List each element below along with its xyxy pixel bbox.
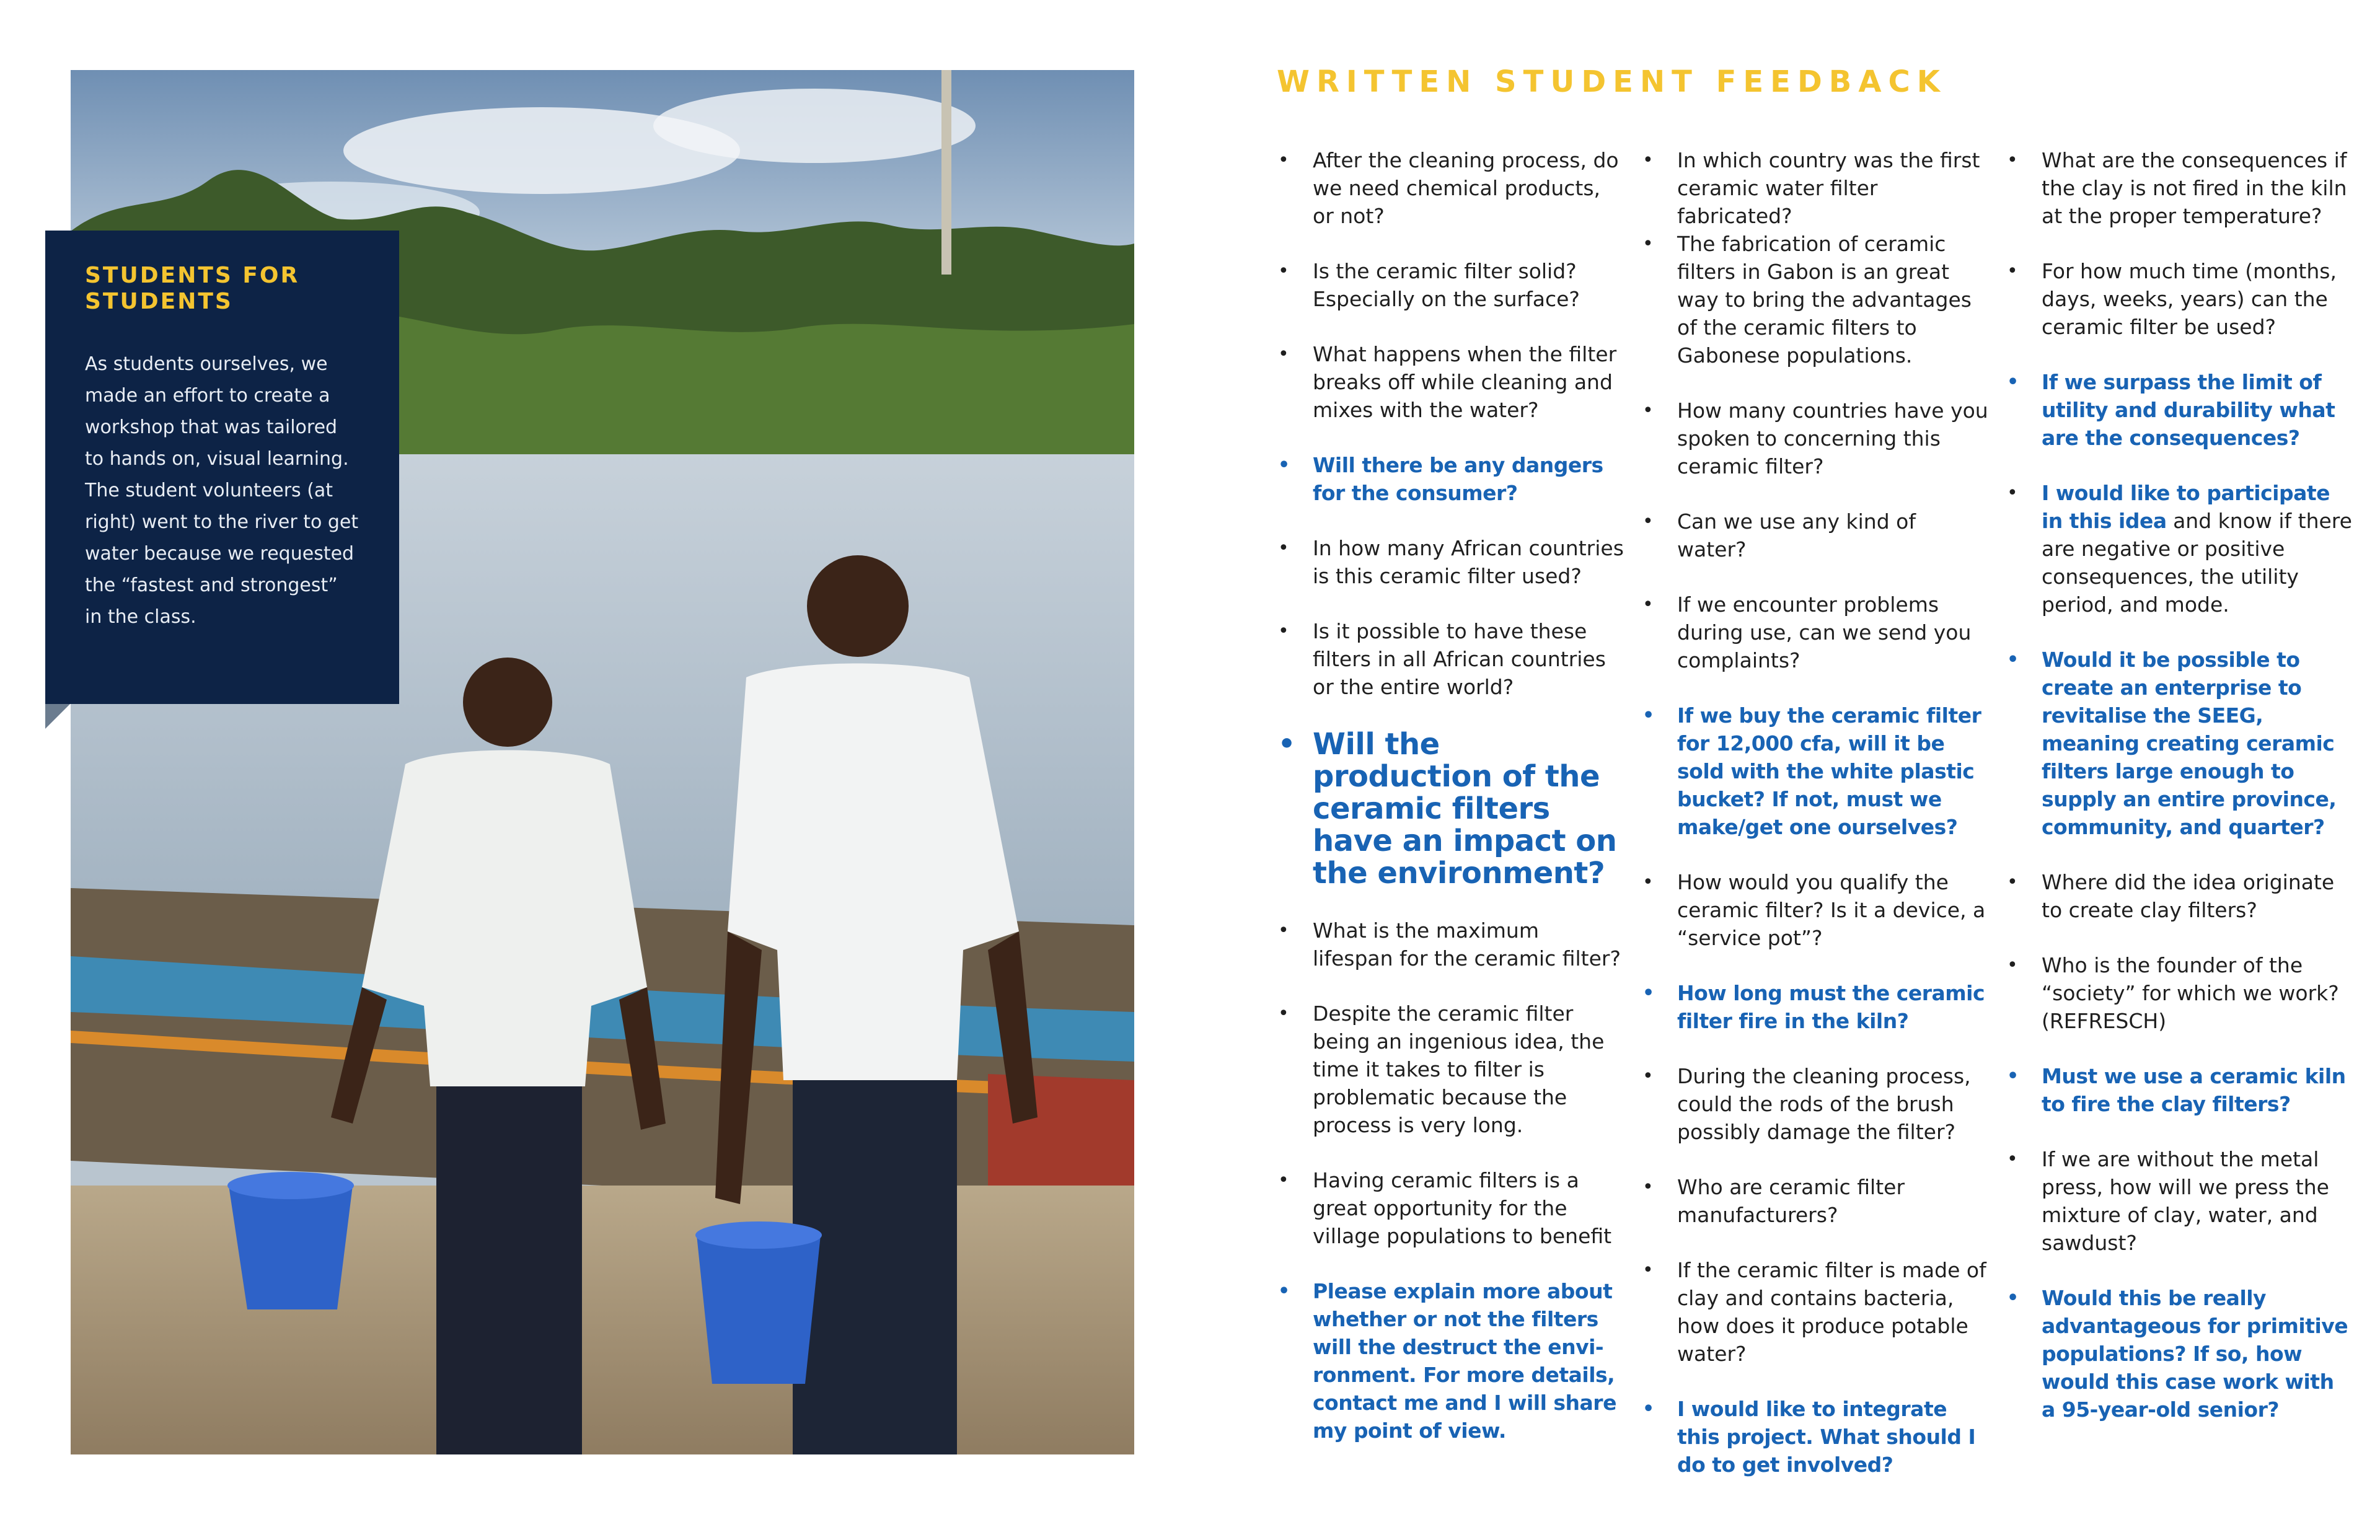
feedback-item-highlight: • Would this be really advantageous for primitive populations? If so, how would this case work with a 95-year-old senior? [2006, 1284, 2353, 1423]
feedback-item: • For how much time (months, days, weeks, years) can the ceramic filter be used? [2006, 257, 2353, 341]
feedback-item: • Who are ceramic filter manufacturers? [1641, 1173, 1988, 1229]
sidebar-fold-decoration [45, 704, 70, 729]
feedback-item: • Is the ceramic filter solid? Especially on the surface? [1277, 257, 1624, 313]
feedback-item-highlight: • Please explain more about whether or not the filters will the destruct the envi-ronment. For more details, contact me and I will share my point of view. [1277, 1277, 1624, 1445]
feedback-item: • If we are without the metal press, how will we press the mixture of clay, water, and sawdust? [2006, 1145, 2353, 1257]
feedback-item-highlight: • Would it be possible to create an enterprise to revitalise the SEEG, meaning creating ceramic filters large enough to supply an entire province, community, and quarter? [2006, 646, 2353, 841]
feedback-item: • If we encounter problems during use, can we send you complaints? [1641, 591, 1988, 674]
feedback-item-highlight: • I would like to integrate this project. What should I do to get involved? [1641, 1395, 1988, 1479]
feedback-item: • In how many African countries is this ceramic filter used? [1277, 534, 1624, 590]
feedback-item-highlight: • How long must the ceramic filter fire in the kiln? [1641, 979, 1988, 1035]
feedback-item-mixed [2006, 479, 2353, 618]
feedback-item-highlight: • Will there be any dangers for the consumer? [1277, 451, 1624, 507]
feedback-item: • During the cleaning process, could the rods of the brush possibly damage the filter? [1641, 1062, 1988, 1146]
feedback-item: • In which country was the first ceramic water filter fabricated? [1641, 146, 1988, 230]
feedback-item-highlight: • If we surpass the limit of utility and durability what are the consequences? [2006, 368, 2353, 452]
feedback-item-featured: • Will the production of the ceramic filters have an impact on the environment? [1277, 728, 1624, 889]
feedback-item: • After the cleaning process, do we need chemical products, or not? [1277, 146, 1624, 230]
feedback-item-lead: I would like to participate in this idea [2042, 481, 2330, 533]
feedback-item: • If the ceramic filter is made of clay and contains bacteria, how does it produce potable water? [1641, 1256, 1988, 1368]
feedback-item: • What happens when the filter breaks off while cleaning and mixes with the water? [1277, 340, 1624, 424]
students-for-students-panel [45, 231, 399, 704]
feedback-item: • Who is the founder of the “society” for which we work? (REFRESCH) [2006, 951, 2353, 1035]
feedback-item: • Can we use any kind of water? [1641, 508, 1988, 563]
feedback-item: • What is the maximum lifespan for the ceramic filter? [1277, 917, 1624, 972]
sidebar-body: As students ourselves, we made an effort to create a workshop that was tailored to hands on, visual learning. The student volunteers (at right) went to the river to get water because we requested the “fastest and strongest” in the class. [85, 353, 359, 628]
feedback-item-rest: and know if there are negative or positive consequences, the utility period, and mode. [2042, 509, 2352, 617]
feedback-item: • How many countries have you spoken to concerning this ceramic filter? [1641, 397, 1988, 480]
feedback-column-2 [1641, 146, 1988, 1506]
feedback-item: • The fabrication of ceramic filters in Gabon is an great way to bring the advantages of the ceramic filters to Gabonese populations. [1641, 230, 1988, 369]
feedback-item: • Despite the ceramic filter being an ingenious idea, the time it takes to filter is problematic because the process is very long. [1277, 1000, 1624, 1139]
feedback-item-highlight: • If we buy the ceramic filter for 12,000 cfa, will it be sold with the white plastic bucket? If not, must we make/get one ourselves? [1641, 702, 1988, 841]
feedback-item: • Is it possible to have these filters in all African countries or the entire world? [1277, 617, 1624, 701]
feedback-item: • What are the consequences if the clay is not fired in the kiln at the proper temperature? [2006, 146, 2353, 230]
feedback-column-3 [2006, 146, 2353, 1451]
feedback-item-highlight: • Must we use a ceramic kiln to fire the clay filters? [2006, 1062, 2353, 1118]
feedback-item: • Having ceramic filters is a great opportunity for the village populations to benefit [1277, 1166, 1624, 1250]
section-title: WRITTEN STUDENT FEEDBACK [1277, 64, 1947, 99]
feedback-item: • Where did the idea originate to create clay filters? [2006, 868, 2353, 924]
feedback-item: • How would you qualify the ceramic filter? Is it a device, a “service pot”? [1641, 868, 1988, 952]
feedback-column-1 [1277, 146, 1624, 1472]
sidebar-title: STUDENTS FOR STUDENTS [85, 263, 300, 314]
